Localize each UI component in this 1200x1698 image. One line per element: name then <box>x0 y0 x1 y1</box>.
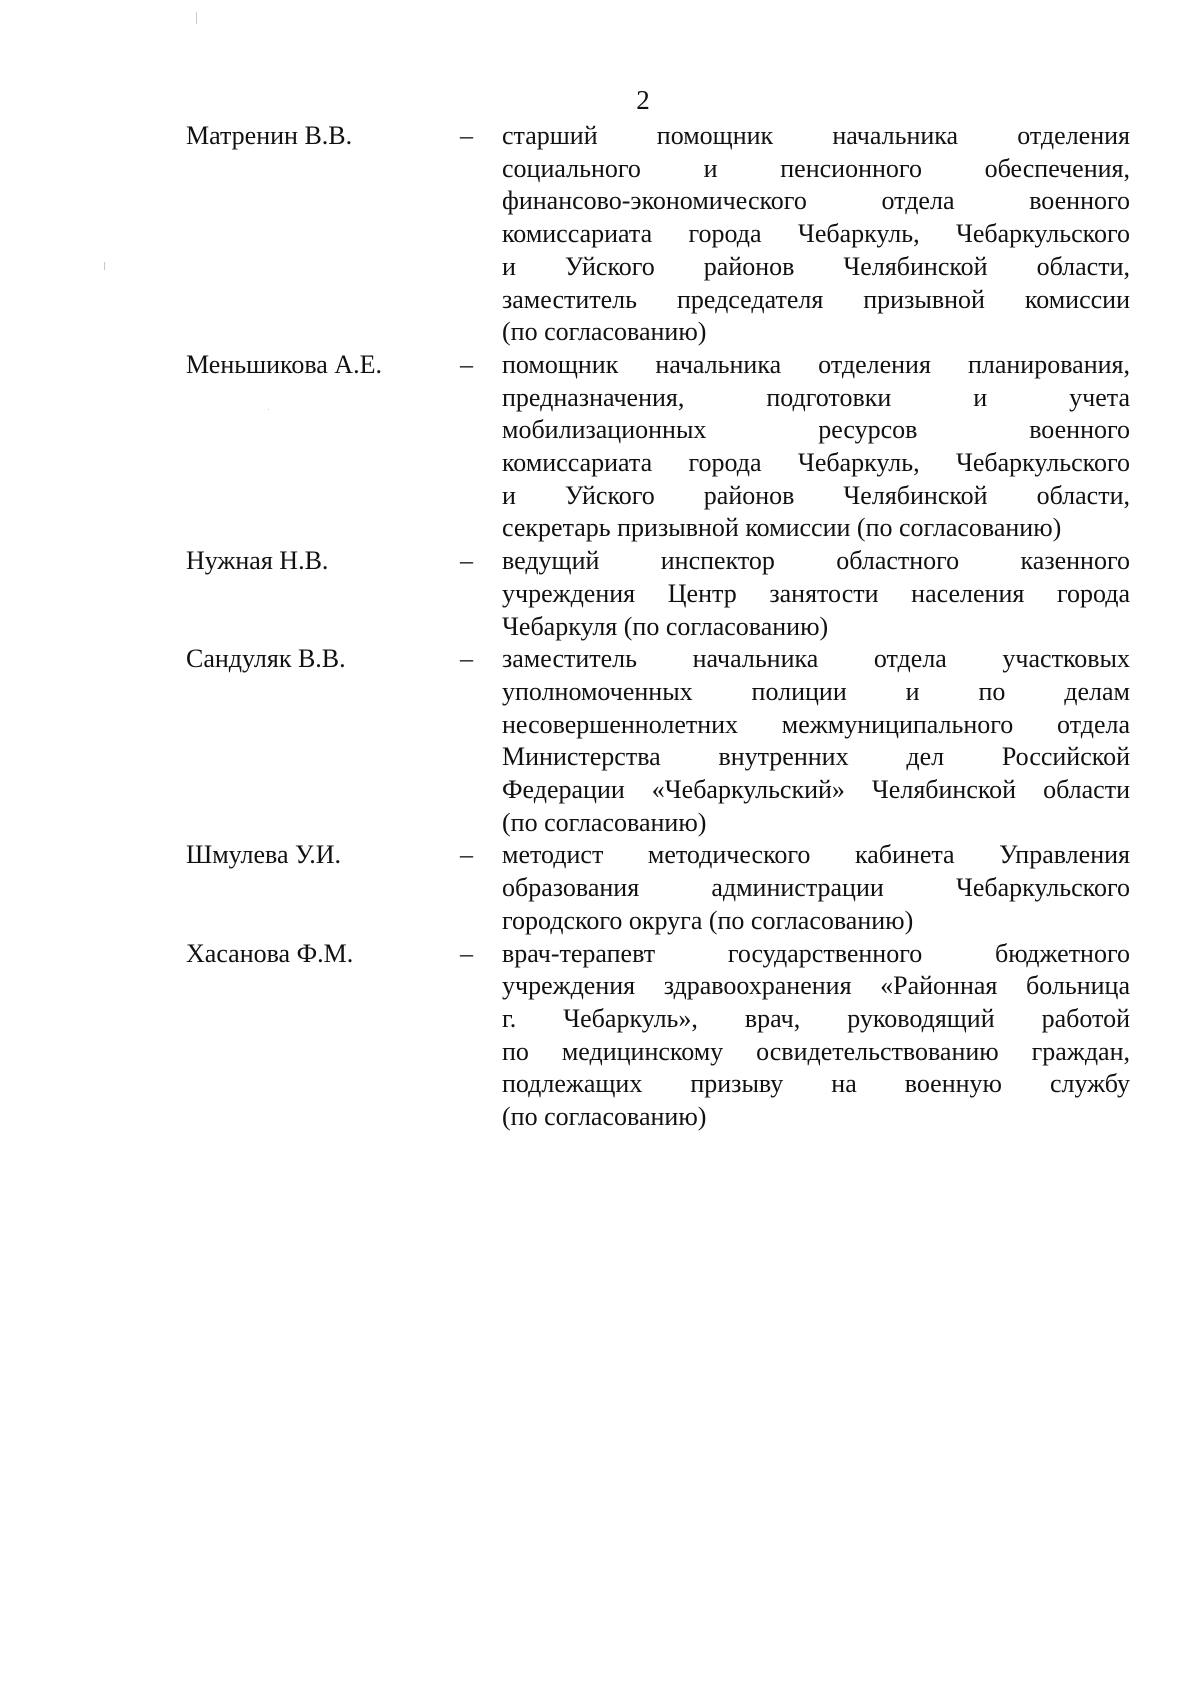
position-line: г. Чебаркуль», врач, руководящий работой <box>502 1003 1130 1033</box>
position-line: по медицинскому освидетельствованию граждан, <box>502 1036 1130 1066</box>
member-name: Нужная Н.В. <box>186 546 329 576</box>
position-line: методист методического кабинета Управления <box>502 840 1130 870</box>
position-line: и Уйского районов Челябинской области, <box>502 480 1130 510</box>
position-line: (по согласованию) <box>502 1102 707 1132</box>
member-name: Меньшикова А.Е. <box>186 349 382 379</box>
dash-separator: – <box>460 121 473 150</box>
position-line: городского округа (по согласованию) <box>502 905 914 935</box>
member-entry <box>186 349 1130 545</box>
member-name: Хасанова Ф.М. <box>186 938 354 968</box>
member-name: Матренин В.В. <box>186 121 353 150</box>
member-name: Шмулева У.И. <box>186 840 341 870</box>
position-line: заместитель начальника отдела участковых <box>502 644 1130 674</box>
position-line: социального и пенсионного обеспечения, <box>502 153 1130 183</box>
position-line: мобилизационных ресурсов военного <box>502 415 1130 445</box>
commission-members-list <box>186 120 1130 1134</box>
position-line: учреждения Центр занятости населения города <box>502 578 1130 608</box>
position-line: врач-терапевт государственного бюджетного <box>502 938 1130 968</box>
position-line: заместитель председателя призывной комиссии <box>502 284 1130 314</box>
position-line: Федерации «Чебаркульский» Челябинской области <box>502 775 1130 805</box>
member-entry <box>186 938 1130 1134</box>
position-line: учреждения здравоохранения «Районная больница <box>502 971 1130 1001</box>
dash-separator: – <box>460 546 473 576</box>
member-entry <box>186 643 1130 839</box>
member-entry <box>186 839 1130 937</box>
position-line: помощник начальника отделения планирования, <box>502 349 1130 379</box>
position-line: Чебаркуля (по согласованию) <box>502 611 829 641</box>
position-line: финансово-экономического отдела военного <box>502 186 1130 216</box>
position-line: ведущий инспектор областного казенного <box>502 546 1130 576</box>
position-line: комиссариата города Чебаркуль, Чебаркульского <box>502 219 1130 249</box>
position-line: комиссариата города Чебаркуль, Чебаркульского <box>502 448 1130 478</box>
position-line: предназначения, подготовки и учета <box>502 382 1130 412</box>
member-position <box>502 120 1130 349</box>
member-entry <box>186 120 1130 349</box>
position-line: Министерства внутренних дел Российской <box>502 742 1130 772</box>
dash-separator: – <box>460 644 473 674</box>
member-position <box>502 839 1130 937</box>
position-line: секретарь призывной комиссии (по согласованию) <box>502 513 1062 543</box>
member-position <box>502 643 1130 839</box>
position-line: образования администрации Чебаркульского <box>502 873 1130 903</box>
member-position <box>502 545 1130 643</box>
dash-separator: – <box>460 840 473 870</box>
page-number: 2 <box>636 85 650 115</box>
member-position <box>502 349 1130 545</box>
position-line: подлежащих призыву на военную службу <box>502 1069 1130 1099</box>
position-line: (по согласованию) <box>502 807 707 837</box>
position-line: (по согласованию) <box>502 317 707 347</box>
position-line: старший помощник начальника отделения <box>502 121 1130 150</box>
member-position <box>502 938 1130 1134</box>
member-name: Сандуляк В.В. <box>186 644 346 674</box>
scan-artifact <box>196 12 197 24</box>
position-line: несовершеннолетних межмуниципального отдела <box>502 709 1130 739</box>
dash-separator: – <box>460 938 473 968</box>
position-line: и Уйского районов Челябинской области, <box>502 251 1130 281</box>
scan-artifact <box>104 262 105 270</box>
dash-separator: – <box>460 349 473 379</box>
position-line: уполномоченных полиции и по делам <box>502 676 1130 706</box>
member-entry <box>186 545 1130 643</box>
